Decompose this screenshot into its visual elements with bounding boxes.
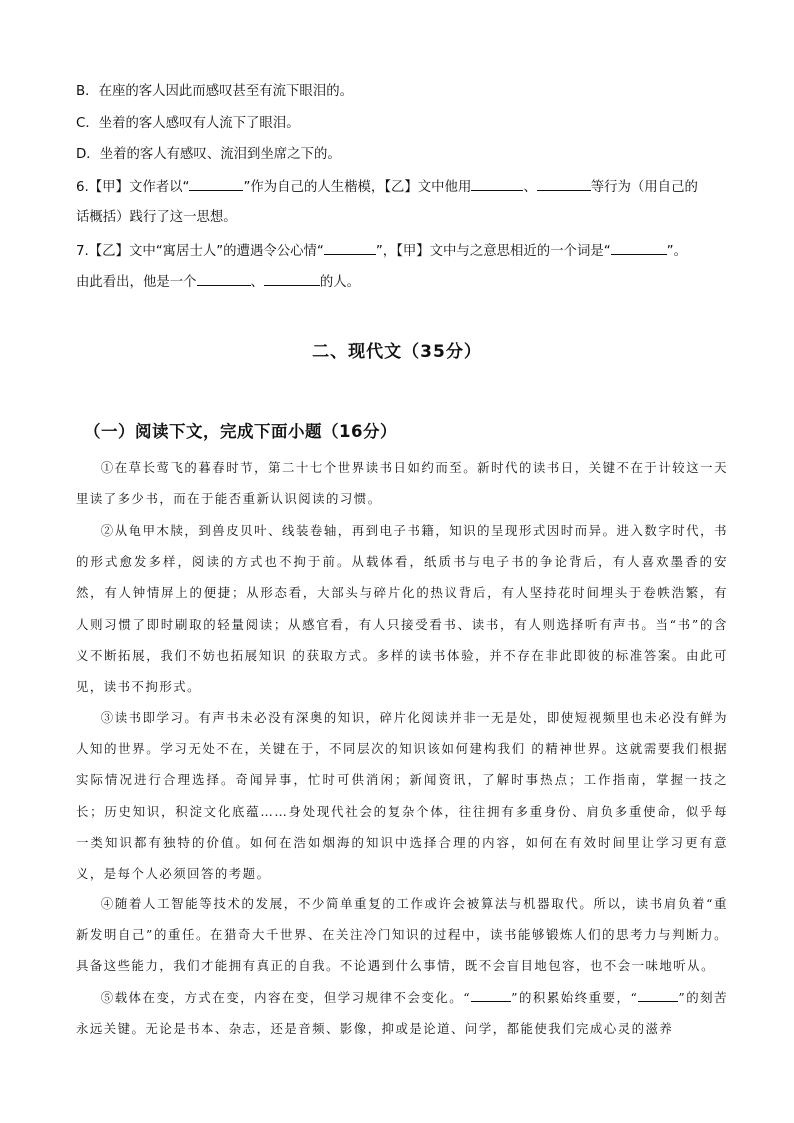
q7-text-5: 、: [250, 275, 264, 290]
q7-text-6: 的人。: [319, 275, 361, 290]
q6-blank-2[interactable]: [471, 176, 523, 191]
option-c: C．坐着的客人感叹有人流下了眼泪。: [76, 116, 300, 131]
option-b: B．在座的客人因此而感叹甚至有流下眼泪的。: [76, 84, 353, 99]
paragraph-2: ②从龟甲木牍，到兽皮贝叶、线装卷轴，再到电子书籍，知识的呈现形式因时而异。进入数字时代，书的形式愈发多样，阅读的方式也不拘于前。从载体看，纸质书与电子书的争论背后，有人喜欢墨香的安然，有人钟情屏上的便捷；从形态看，大部头与碎片化的热议背后，有人坚持花时间埋头于卷帙浩繁，有人则习惯了即时刷取的轻量阅读；从感官看，有人只接受看书、读书，有人则选择听有声书。当“书”的含义不断拓展，我们不妨也拓展知识 的获取方式。多样的读书体验，并不存在非此即彼的标准答案。由此可见，读书不拘形式。: [76, 523, 728, 695]
q7-text-2: ”，【甲】文中与之意思相近的一个词是“: [375, 244, 611, 259]
q6-text-4: 等行为（用自己的: [590, 180, 698, 195]
q6-blank-1[interactable]: [189, 176, 243, 191]
paragraph-3: ③读书即学习。有声书未必没有深奥的知识，碎片化阅读并非一无是处，即使短视频里也未必没有鲜为人知的世界。学习无处不在，关键在于，不同层次的知识该如何建构我们 的精神世界。这就需要我们根据实际情况进行合理选择。奇闻异事，忙时可供消闲；新闻资讯，了解时事热点；工作指南，掌握一技之长；历史知识，积淀文化底蕴……身处现代社会的复杂个体，往往拥有多重身份、肩负多重使命，似乎每一类知识都有独特的价值。如何在浩如烟海的知识中选择合理的内容，如何在有效时间里让学习更有意义，是每个人必须回答的考题。: [76, 710, 728, 882]
q7-text-4: 由此看出，他是一个: [76, 275, 197, 290]
question-7-line-1: [76, 240, 726, 262]
section-title: 二、现代文（35分）: [312, 342, 482, 362]
paragraph-1: ①在草长莺飞的暮春时节，第二十七个世界读书日如约而至。新时代的读书日，关键不在于计较这一天里读了多少书，而在于能否重新认识阅读的习惯。: [76, 460, 728, 507]
q7-blank-4[interactable]: [264, 271, 320, 286]
paragraph-4: ④随着人工智能等技术的发展，不少简单重复的工作或许会被算法与机器取代。所以，读书肩负着“重新发明自己”的重任。在猎奇大千世界、在关注冷门知识的过程中，读书能够锻炼人们的思考力与判断力。具备这些能力，我们才能拥有真正的自我。不论遇到什么事情，既不会盲目地包容，也不会一味地听从。: [76, 896, 728, 974]
q7-blank-2[interactable]: [611, 240, 667, 255]
q6-blank-3[interactable]: [537, 176, 591, 191]
q6-text-3: 、: [523, 180, 537, 195]
question-6-line-2: 话概括）践行了这一思想。: [76, 210, 237, 225]
q7-blank-3[interactable]: [197, 271, 251, 286]
question-6-line-1: [76, 176, 726, 198]
q6-text-2: ”作为自己的人生楷模，【乙】文中他用: [243, 180, 472, 195]
q7-text-3: ”。: [666, 244, 687, 259]
p5-blank-2[interactable]: [638, 987, 678, 1002]
q7-blank-1[interactable]: [324, 240, 376, 255]
option-d: D．坐着的客人有感叹、流泪到坐席之下的。: [76, 147, 341, 162]
q7-text-1: 7.【乙】文中“寓居士人”的遭遇令公心情“: [76, 244, 324, 259]
subsection-title: （一）阅读下文，完成下面小题（16分）: [84, 422, 397, 441]
p5-text-3: ”的刻苦永远关键。无论是书本、杂志，还是音频、影像，抑或是论道、问学，都能使我们完成心灵的滋养: [76, 990, 728, 1037]
paragraph-5: [76, 982, 728, 1044]
p5-blank-1[interactable]: [471, 987, 511, 1002]
question-7-line-2: [76, 271, 726, 293]
p5-text-1: ⑤载体在变，方式在变，内容在变，但学习规律不会变化。“: [100, 990, 472, 1005]
p5-text-2: ”的积累始终重要，“: [511, 990, 639, 1005]
q6-text-1: 6.【甲】文作者以“: [76, 180, 190, 195]
